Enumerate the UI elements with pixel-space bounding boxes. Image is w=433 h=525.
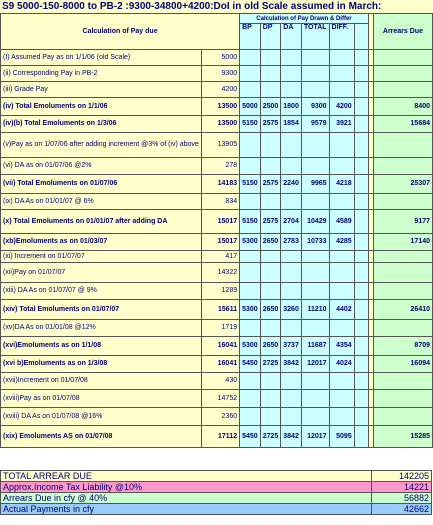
- summary-label: TOTAL ARREAR DUE: [1, 471, 372, 482]
- row-label: (iii) Grade Pay: [1, 82, 202, 98]
- arrears-cell: 16094: [373, 356, 432, 373]
- row-label: (ix) DA As on 01/01/07 @ 6%: [1, 194, 202, 210]
- bp-cell: [240, 390, 261, 408]
- row-label: (xb)Emoluments as on 01/03/07: [1, 234, 202, 251]
- diff-cell: [329, 50, 354, 66]
- row-amount: 14752: [201, 390, 239, 408]
- diff-cell: [329, 133, 354, 158]
- blank-cell: [354, 194, 368, 210]
- diff-cell: 5095: [329, 426, 354, 448]
- diff-cell: [329, 66, 354, 82]
- table-row: [1, 175, 433, 194]
- arrears-cell: [373, 50, 432, 66]
- da-cell: [281, 66, 302, 82]
- bp-cell: [240, 66, 261, 82]
- pay-drawn-header: Calculation of Pay Drawn & Differ: [240, 14, 369, 24]
- row-label: (iv)(b) Total Emoluments on 1/3/06: [1, 116, 202, 133]
- blank-cell: [354, 66, 368, 82]
- arrears-table: [0, 13, 433, 448]
- diff-cell: [329, 251, 354, 263]
- dp-cell: [260, 263, 281, 283]
- bp-cell: [240, 82, 261, 98]
- bp-cell: 5150: [240, 210, 261, 234]
- table-row: [1, 66, 433, 82]
- arrears-cell: [373, 133, 432, 158]
- row-label: (xiv) Total Emoluments on 01/07/07: [1, 300, 202, 320]
- diff-cell: [329, 158, 354, 175]
- arrears-cell: [373, 194, 432, 210]
- table-row: [1, 158, 433, 175]
- dp-cell: 2575: [260, 175, 281, 194]
- da-cell: 3260: [281, 300, 302, 320]
- bp-cell: [240, 263, 261, 283]
- blank-cell: [354, 116, 368, 133]
- blank-cell: [354, 390, 368, 408]
- da-cell: [281, 50, 302, 66]
- blank-cell: [354, 175, 368, 194]
- diff-cell: 4402: [329, 300, 354, 320]
- diff-cell: 4589: [329, 210, 354, 234]
- bp-cell: 5150: [240, 175, 261, 194]
- total-cell: [301, 263, 329, 283]
- total-cell: [301, 66, 329, 82]
- total-cell: 10733: [301, 234, 329, 251]
- table-row: [1, 133, 433, 158]
- row-label: (x) Total Emoluments on 01/01/07 after adding DA: [1, 210, 202, 234]
- diff-cell: 4285: [329, 234, 354, 251]
- bp-cell: [240, 373, 261, 390]
- row-label: (I) Assumed Pay as on 1/1/06 (old Scale): [1, 50, 202, 66]
- dp-cell: [260, 133, 281, 158]
- arrears-cell: 15684: [373, 116, 432, 133]
- dp-cell: 2500: [260, 98, 281, 116]
- dp-cell: 2650: [260, 234, 281, 251]
- blank-cell: [354, 373, 368, 390]
- blank-cell: [354, 251, 368, 263]
- row-label: (xviii) DA As on 01/07/08 @16%: [1, 408, 202, 426]
- blank-cell: [354, 356, 368, 373]
- total-cell: [301, 320, 329, 337]
- da-cell: 2240: [281, 175, 302, 194]
- row-amount: 9300: [201, 66, 239, 82]
- dp-cell: [260, 66, 281, 82]
- col-dp-header: DP`: [260, 24, 281, 50]
- table-row: [1, 300, 433, 320]
- total-cell: 11210: [301, 300, 329, 320]
- arrears-cell: [373, 373, 432, 390]
- da-cell: 1800: [281, 98, 302, 116]
- row-amount: 15017: [201, 234, 239, 251]
- row-amount: 1719: [201, 320, 239, 337]
- summary-label: Arrears Due in cfy @ 40%: [1, 493, 372, 504]
- summary-row: [1, 482, 432, 493]
- bp-cell: [240, 251, 261, 263]
- row-label: (xviii)Pay as on 01/07/08: [1, 390, 202, 408]
- da-cell: 2783: [281, 234, 302, 251]
- dp-cell: 2650: [260, 337, 281, 356]
- col-da-header: DA: [281, 24, 302, 50]
- dp-cell: 2650: [260, 300, 281, 320]
- dp-cell: [260, 82, 281, 98]
- row-amount: 417: [201, 251, 239, 263]
- da-cell: [281, 373, 302, 390]
- row-label: (xix) Emoluments AS on 01/07/08: [1, 426, 202, 448]
- arrears-cell: [373, 263, 432, 283]
- blank-cell: [354, 50, 368, 66]
- blank-cell: [354, 408, 368, 426]
- bp-cell: 5300: [240, 300, 261, 320]
- da-cell: 3737: [281, 337, 302, 356]
- row-amount: 15611: [201, 300, 239, 320]
- summary-row: [1, 471, 432, 482]
- diff-cell: 4200: [329, 98, 354, 116]
- table-row: [1, 263, 433, 283]
- row-amount: 5000: [201, 50, 239, 66]
- dp-cell: 2725: [260, 426, 281, 448]
- row-amount: 14183: [201, 175, 239, 194]
- row-label: (xvi b)Emoluments as on 1/3/08: [1, 356, 202, 373]
- blank-cell: [354, 234, 368, 251]
- row-amount: 13500: [201, 116, 239, 133]
- diff-cell: [329, 390, 354, 408]
- table-row: [1, 82, 433, 98]
- da-cell: [281, 251, 302, 263]
- summary-row: [1, 504, 432, 515]
- arrears-cell: [373, 320, 432, 337]
- diff-cell: 4218: [329, 175, 354, 194]
- table-row: [1, 234, 433, 251]
- dp-cell: 2575: [260, 210, 281, 234]
- bp-cell: 5000: [240, 98, 261, 116]
- table-row: [1, 373, 433, 390]
- summary-value: 42662: [372, 504, 432, 515]
- total-cell: [301, 194, 329, 210]
- da-cell: 2704: [281, 210, 302, 234]
- arrears-cell: [373, 283, 432, 300]
- total-cell: 9300: [301, 98, 329, 116]
- summary-value: 14221: [372, 482, 432, 493]
- total-cell: [301, 158, 329, 175]
- arrears-cell: 26410: [373, 300, 432, 320]
- da-cell: [281, 158, 302, 175]
- dp-cell: [260, 390, 281, 408]
- summary-label: Approx.Income Tax Liability @10%: [1, 482, 372, 493]
- calc-pay-due-header: Calculation of Pay due: [1, 14, 240, 50]
- blank-cell: [354, 320, 368, 337]
- arrears-cell: 8709: [373, 337, 432, 356]
- col-total-header: TOTAL: [301, 24, 329, 50]
- row-amount: 17112: [201, 426, 239, 448]
- table-row: [1, 320, 433, 337]
- bp-cell: [240, 158, 261, 175]
- diff-cell: 3921: [329, 116, 354, 133]
- total-cell: [301, 283, 329, 300]
- summary-table: [0, 470, 432, 515]
- blank-cell: [354, 133, 368, 158]
- da-cell: 1854: [281, 116, 302, 133]
- row-label: (xv)DA As on 01/01/08 @12%: [1, 320, 202, 337]
- dp-cell: [260, 373, 281, 390]
- col-blank-header: [354, 24, 368, 50]
- row-label: (xvii)Increment on 01/07/08: [1, 373, 202, 390]
- blank-cell: [354, 263, 368, 283]
- dp-cell: 2725: [260, 356, 281, 373]
- arrears-cell: 9177: [373, 210, 432, 234]
- row-amount: 16041: [201, 356, 239, 373]
- total-cell: [301, 82, 329, 98]
- diff-cell: [329, 283, 354, 300]
- total-cell: [301, 133, 329, 158]
- row-label: (xii)Pay on 01/07/07: [1, 263, 202, 283]
- arrears-cell: 17140: [373, 234, 432, 251]
- arrears-cell: [373, 82, 432, 98]
- da-cell: [281, 283, 302, 300]
- row-amount: 834: [201, 194, 239, 210]
- arrears-due-header: Arrears Due: [373, 14, 432, 50]
- blank-cell: [354, 82, 368, 98]
- bp-cell: [240, 133, 261, 158]
- arrears-cell: 8400: [373, 98, 432, 116]
- arrears-cell: [373, 66, 432, 82]
- bp-cell: 5450: [240, 356, 261, 373]
- table-row: [1, 210, 433, 234]
- summary-value: 142205: [372, 471, 432, 482]
- summary-row: [1, 493, 432, 504]
- total-cell: 12017: [301, 426, 329, 448]
- table-row: [1, 390, 433, 408]
- total-cell: 12017: [301, 356, 329, 373]
- row-amount: 1289: [201, 283, 239, 300]
- total-cell: [301, 373, 329, 390]
- dp-cell: [260, 251, 281, 263]
- dp-cell: [260, 50, 281, 66]
- dp-cell: [260, 320, 281, 337]
- row-amount: 13500: [201, 98, 239, 116]
- row-label: (xi) Increment on 01/07/07: [1, 251, 202, 263]
- arrears-cell: [373, 251, 432, 263]
- arrears-cell: [373, 408, 432, 426]
- diff-cell: 4354: [329, 337, 354, 356]
- table-row: [1, 408, 433, 426]
- row-amount: 430: [201, 373, 239, 390]
- table-row: [1, 426, 433, 448]
- summary-value: 56882: [372, 493, 432, 504]
- dp-cell: [260, 283, 281, 300]
- arrears-cell: 15285: [373, 426, 432, 448]
- bp-cell: [240, 194, 261, 210]
- table-row: [1, 283, 433, 300]
- blank-cell: [354, 210, 368, 234]
- table-row: [1, 337, 433, 356]
- row-label: (xvi)Emoluments as on 1/1/08: [1, 337, 202, 356]
- blank-cell: [354, 283, 368, 300]
- dp-cell: [260, 158, 281, 175]
- row-amount: 16041: [201, 337, 239, 356]
- da-cell: [281, 82, 302, 98]
- da-cell: [281, 390, 302, 408]
- bp-cell: [240, 408, 261, 426]
- arrears-cell: [373, 158, 432, 175]
- blank-cell: [354, 426, 368, 448]
- diff-cell: [329, 320, 354, 337]
- sheet-title: S9 5000-150-8000 to PB-2 :9300-34800+4200:DoI in old Scale assumed in March:: [0, 0, 433, 13]
- row-amount: 4200: [201, 82, 239, 98]
- table-row: [1, 194, 433, 210]
- row-amount: 14322: [201, 263, 239, 283]
- row-label: (vi) DA as on 01/07/06 @2%: [1, 158, 202, 175]
- arrears-cell: 25307: [373, 175, 432, 194]
- bp-cell: 5450: [240, 426, 261, 448]
- total-cell: [301, 251, 329, 263]
- row-amount: 2360: [201, 408, 239, 426]
- row-label: (iv) Total Emoluments on 1/1/06: [1, 98, 202, 116]
- summary-label: Actual Payments in cfy: [1, 504, 372, 515]
- bp-cell: 5300: [240, 234, 261, 251]
- total-cell: [301, 408, 329, 426]
- total-cell: 10429: [301, 210, 329, 234]
- row-label: (vii) Total Emoluments on 01/07/06: [1, 175, 202, 194]
- total-cell: [301, 50, 329, 66]
- da-cell: [281, 263, 302, 283]
- bp-cell: [240, 283, 261, 300]
- table-row: [1, 356, 433, 373]
- total-cell: [301, 390, 329, 408]
- diff-cell: [329, 82, 354, 98]
- row-amount: 13905: [201, 133, 239, 158]
- da-cell: 3842: [281, 426, 302, 448]
- col-bp-header: BP: [240, 24, 261, 50]
- row-amount: 278: [201, 158, 239, 175]
- bp-cell: 5300: [240, 337, 261, 356]
- table-row: [1, 50, 433, 66]
- total-cell: 9965: [301, 175, 329, 194]
- col-diff-header: DIFF.: [329, 24, 354, 50]
- total-cell: 9579: [301, 116, 329, 133]
- blank-cell: [354, 300, 368, 320]
- arrears-cell: [373, 390, 432, 408]
- dp-cell: 2575: [260, 116, 281, 133]
- da-cell: 3842: [281, 356, 302, 373]
- row-amount: 15017: [201, 210, 239, 234]
- table-row: [1, 251, 433, 263]
- bp-cell: [240, 50, 261, 66]
- dp-cell: [260, 408, 281, 426]
- row-label: (xiii) DA As on 01/07/07 @ 9%: [1, 283, 202, 300]
- bp-cell: 5150: [240, 116, 261, 133]
- table-row: [1, 116, 433, 133]
- blank-cell: [354, 158, 368, 175]
- diff-cell: [329, 263, 354, 283]
- diff-cell: [329, 373, 354, 390]
- da-cell: [281, 408, 302, 426]
- total-cell: 11687: [301, 337, 329, 356]
- diff-cell: [329, 194, 354, 210]
- table-row: [1, 98, 433, 116]
- dp-cell: [260, 194, 281, 210]
- row-label: (ii) Corresponding Pay in PB-2: [1, 66, 202, 82]
- da-cell: [281, 320, 302, 337]
- bp-cell: [240, 320, 261, 337]
- row-label: (v)Pay as on 1/07/06 after adding increment @3% of (iv) above: [1, 133, 202, 158]
- da-cell: [281, 194, 302, 210]
- blank-cell: [354, 337, 368, 356]
- diff-cell: 4024: [329, 356, 354, 373]
- da-cell: [281, 133, 302, 158]
- blank-cell: [354, 98, 368, 116]
- diff-cell: [329, 408, 354, 426]
